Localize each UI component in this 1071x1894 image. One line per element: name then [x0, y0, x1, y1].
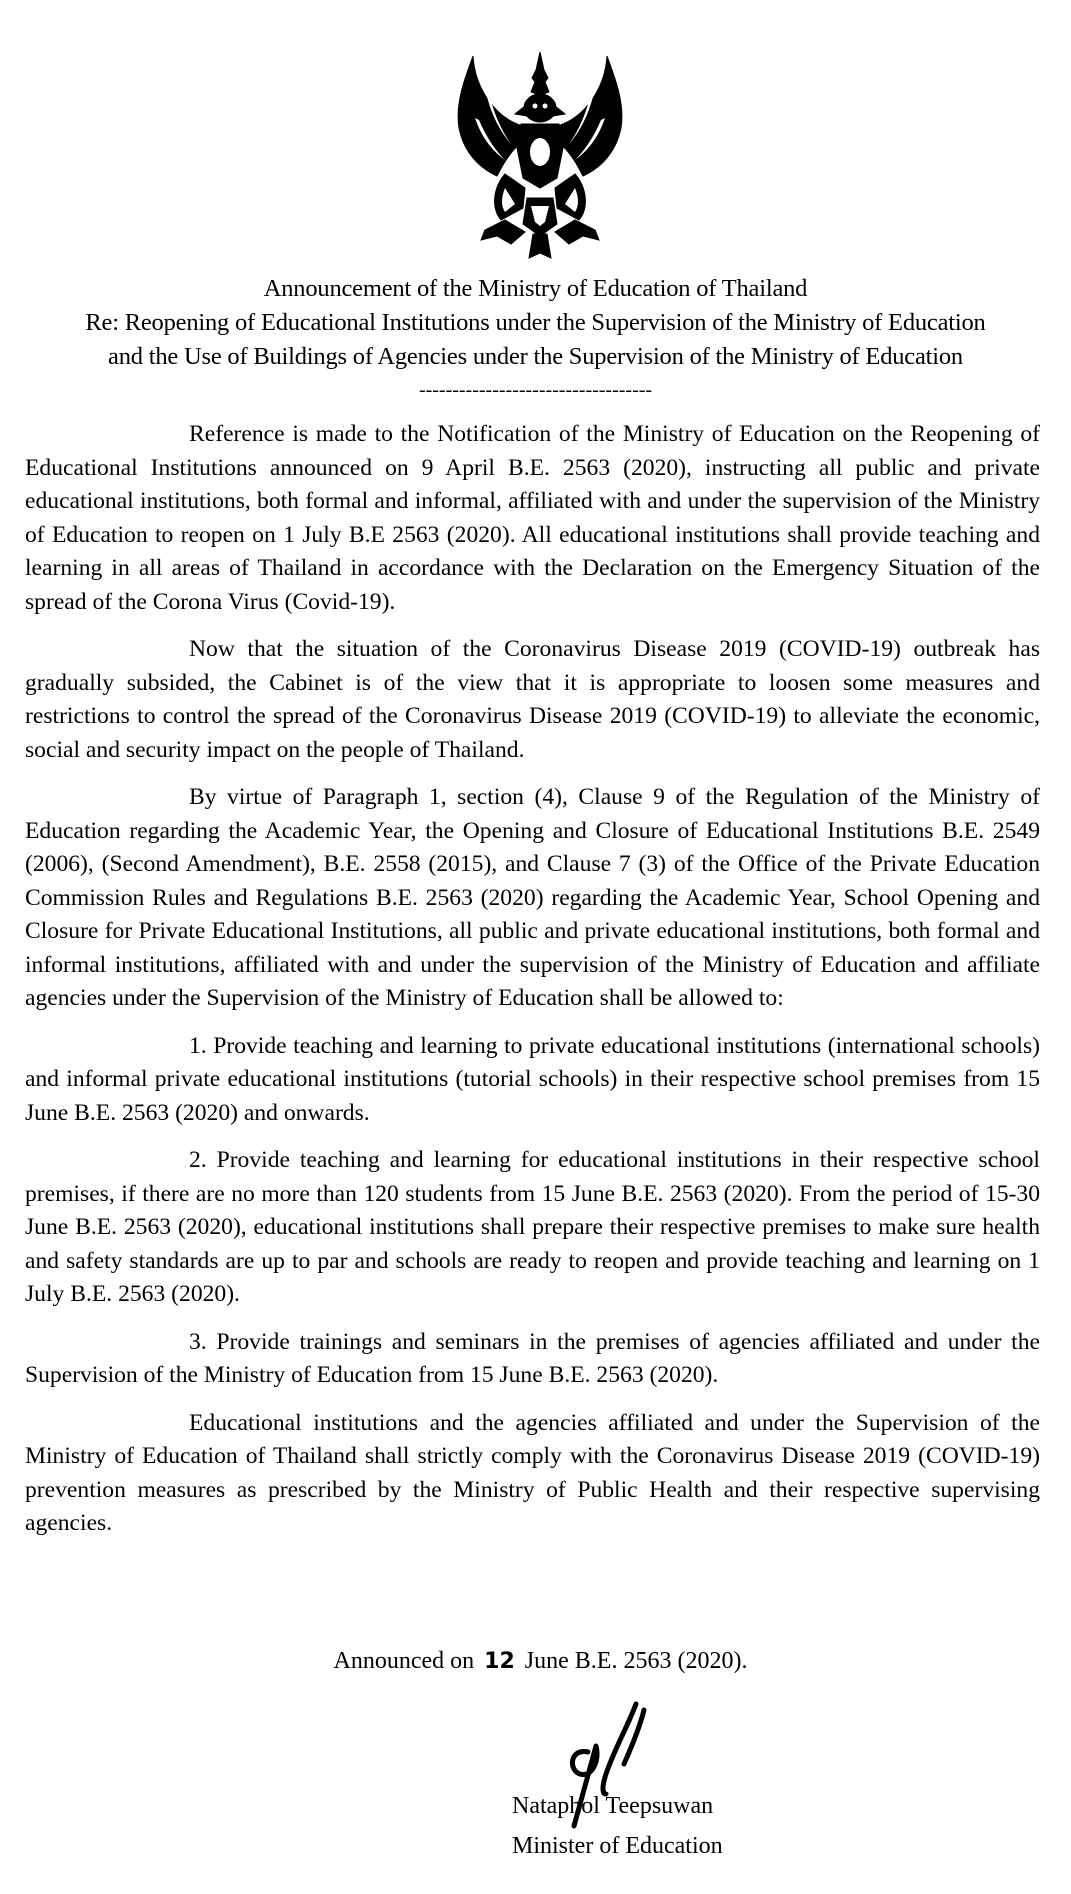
garuda-emblem-icon: [445, 48, 635, 263]
paragraph-authority: By virtue of Paragraph 1, section (4), Clause 9 of the Regulation of the Ministry of Education regarding the Academic Year, the Opening and Closure of Educational Institutions B.E. 2549 (2006), (Second Amendment), B.E. 2558 (2015), and Clause 7 (3) of the Office of the Private Education Commission Rules and Regulations B.E. 2563 (2020) regarding the Academic Year, School Opening and Closure for Private Educational Institutions, all public and private educational institutions, both formal and informal institutions, affiliated with and under the supervision of the Ministry of Education and affiliate agencies under the Supervision of the Ministry of Education shall be allowed to:: [25, 784, 1040, 1011]
signer-name: Nataphol Teepsuwan: [512, 1793, 714, 1819]
list-item-3: 3. Provide trainings and seminars in the premises of agencies affiliated and under the Supervision of the Ministry of Education from 15 June B.E. 2563 (2020).: [25, 1328, 1040, 1388]
list-item-2: 2. Provide teaching and learning for educational institutions in their respective school premises, if there are no more than 120 students from 15 June B.E. 2563 (2020). From the period of 15-30 June B.E. 2563 (2020), educational institutions shall prepare their respective premises to make sure health and safety standards are up to par and schools are ready to reopen and provide teaching and learning on 1 July B.E. 2563 (2020).: [25, 1147, 1040, 1307]
separator-line: -----------------------------------: [418, 380, 653, 400]
announcement-subject-line2: and the Use of Buildings of Agencies under the Supervision of the Ministry of Education: [108, 343, 963, 370]
announcement-body: [25, 418, 1040, 1555]
signer-title: Minister of Education: [512, 1833, 723, 1859]
paragraph-situation: Now that the situation of the Coronavirus Disease 2019 (COVID-19) outbreak has gradually subsided, the Cabinet is of the view that it is appropriate to loosen some measures and restrictions to control the spread of the Coronavirus Disease 2019 (COVID-19) to alleviate the economic, social and security impact on the people of Thailand.: [25, 636, 1040, 763]
signer-block: [512, 1786, 723, 1866]
paragraph-compliance: Educational institutions and the agencies affiliated and under the Supervision of the Ministry of Education of Thailand shall strictly comply with the Coronavirus Disease 2019 (COVID-19) prevention measures as prescribed by the Ministry of Public Health and their respective supervising agencies.: [25, 1409, 1040, 1536]
announced-day: 12: [484, 1649, 515, 1674]
announcement-title: Announcement of the Ministry of Education of Thailand: [263, 275, 808, 302]
announced-date: [0, 1644, 1071, 1679]
announced-prefix: Announced on: [333, 1648, 475, 1674]
announcement-heading: [0, 272, 1071, 374]
announcement-subject-line1: Re: Reopening of Educational Institutions under the Supervision of the Ministry of Education: [85, 309, 986, 336]
paragraph-reference: Reference is made to the Notification of the Ministry of Education on the Reopening of Educational Institutions announced on 9 April B.E. 2563 (2020), instructing all public and private educational institutions, both formal and informal, affiliated with and under the supervision of the Ministry of Education to reopen on 1 July B.E 2563 (2020). All educational institutions shall provide teaching and learning in all areas of Thailand in accordance with the Declaration on the Emergency Situation of the spread of the Corona Virus (Covid-19).: [25, 421, 1040, 615]
announced-suffix: June B.E. 2563 (2020).: [524, 1648, 748, 1674]
list-item-1: 1. Provide teaching and learning to private educational institutions (international schools) and informal private educational institutions (tutorial schools) in their respective school premises from 15 June B.E. 2563 (2020) and onwards.: [25, 1032, 1040, 1126]
